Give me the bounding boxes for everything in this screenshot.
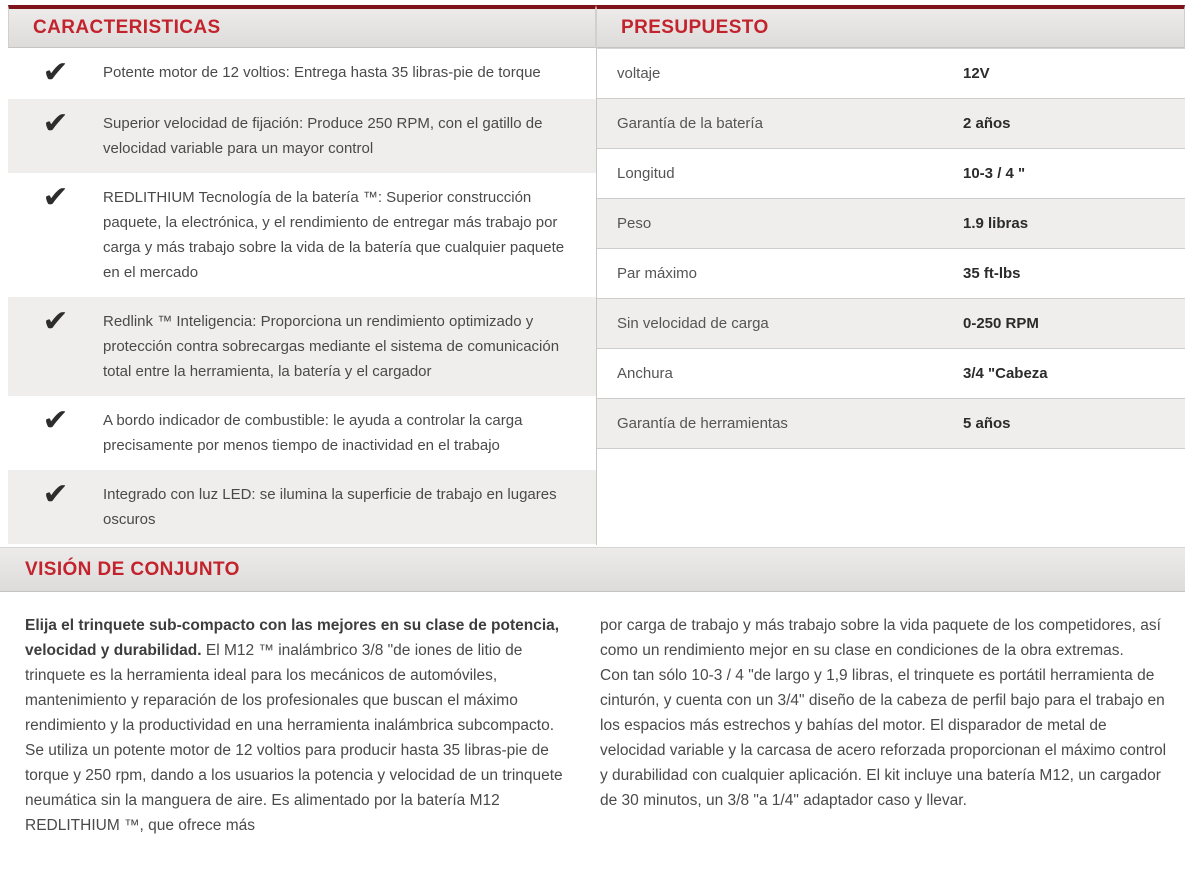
overview-right-para2: Con tan sólo 10-3 / 4 "de largo y 1,9 libras, el trinquete es portátil herramienta de cinturón, y cuenta con un 3/4" diseño de la cabeza de perfil bajo para el trabajo en los espacios más estrechos y bahías del motor. El disparador de metal de velocidad variable y la carcasa de acero reforzada proporcionan el máximo control y durabilidad con cualquier aplicación. El kit incluye una batería M12, un cargador de 30 minutos, un 3/8 "a 1/4" adaptador caso y llevar. [600,667,1167,809]
check-icon: ✔ [42,305,69,338]
spec-label: Peso [617,215,652,232]
check-icon: ✔ [42,56,69,89]
spec-row [597,349,1185,399]
feature-item [8,470,596,544]
feature-text: Redlink ™ Inteligencia: Proporciona un rendimiento optimizado y protección contra sobrecargas mediante el sistema de comunicación total entre la herramienta, la batería y el cargador [103,313,560,380]
specs-title: PRESUPUESTO [621,17,769,38]
spec-value: 10-3 / 4 " [963,165,1026,182]
spec-value: 1.9 libras [963,215,1029,232]
spec-value: 2 años [963,115,1011,132]
spec-value: 3/4 "Cabeza [963,365,1048,382]
spec-label: Garantía de herramientas [617,415,788,432]
specs-panel [596,5,1185,545]
feature-item [8,396,596,470]
feature-text: REDLITHIUM Tecnología de la batería ™: Superior construcción paquete, la electrónica, y el rendimiento de entregar más trabajo por carga y más trabajo sobre la vida de la batería que cualquier paquete en el mercado [103,189,565,281]
spec-value: 12V [963,65,990,82]
specs-header [596,5,1185,48]
spec-row [597,399,1185,449]
spec-row [597,199,1185,249]
feature-text: Potente motor de 12 voltios: Entrega hasta 35 libras-pie de torque [103,64,541,81]
features-header [8,5,596,48]
spec-value: 35 ft-lbs [963,265,1021,282]
overview-left-text: El M12 ™ inalámbrico 3/8 "de iones de litio de trinquete es la herramienta ideal para los mecánicos de automóviles, mantenimiento y reparación de los profesionales que buscan el máximo rendimiento y la productividad en una herramienta inalámbrica subcompacto. Se utiliza un potente motor de 12 voltios para producir hasta 35 libras-pie de torque y 250 rpm, dando a los usuarios la potencia y velocidad de un trinquete neumática sin la manguera de aire. Es alimentado por la batería M12 REDLITHIUM ™, que ofrece más [25,642,563,834]
overview-header [0,547,1185,592]
spec-label: Sin velocidad de carga [617,315,769,332]
check-icon: ✔ [42,107,69,140]
feature-item [8,297,596,396]
overview-title: VISIÓN DE CONJUNTO [25,558,240,580]
overview-right-para1: por carga de trabajo y más trabajo sobre la vida paquete de los competidores, así como un rendimiento mejor en su clase en condiciones de la obra extremas. [600,617,1161,659]
spec-value: 0-250 RPM [963,315,1039,332]
overview-left-column [25,613,572,838]
spec-row [597,149,1185,199]
spec-label: Anchura [617,365,673,382]
features-title: CARACTERISTICAS [33,17,221,38]
check-icon: ✔ [42,181,69,214]
feature-item [8,99,596,173]
features-panel [8,5,596,545]
spec-row [597,49,1185,99]
specs-empty-area [596,449,1185,545]
check-icon: ✔ [42,478,69,511]
feature-text: A bordo indicador de combustible: le ayuda a controlar la carga precisamente por menos tiempo de inactividad en el trabajo [103,412,523,454]
overview-right-column [600,613,1167,838]
spec-row [597,99,1185,149]
spec-label: voltaje [617,65,661,82]
check-icon: ✔ [42,404,69,437]
feature-item [8,48,596,99]
feature-item [8,173,596,297]
spec-label: Par máximo [617,265,698,282]
spec-label: Garantía de la batería [617,115,763,132]
overview-lead: Elija el trinquete sub-compacto con las mejores en su clase de potencia, velocidad y durabilidad. [25,617,560,659]
specs-table [596,48,1185,449]
feature-text: Integrado con luz LED: se ilumina la superficie de trabajo en lugares oscuros [103,486,557,528]
top-sections [0,5,1185,545]
spec-row [597,299,1185,349]
spec-value: 5 años [963,415,1011,432]
spec-label: Longitud [617,165,675,182]
spec-row [597,249,1185,299]
overview-body [0,592,1185,838]
feature-text: Superior velocidad de fijación: Produce 250 RPM, con el gatillo de velocidad variable para un mayor control [103,115,543,157]
